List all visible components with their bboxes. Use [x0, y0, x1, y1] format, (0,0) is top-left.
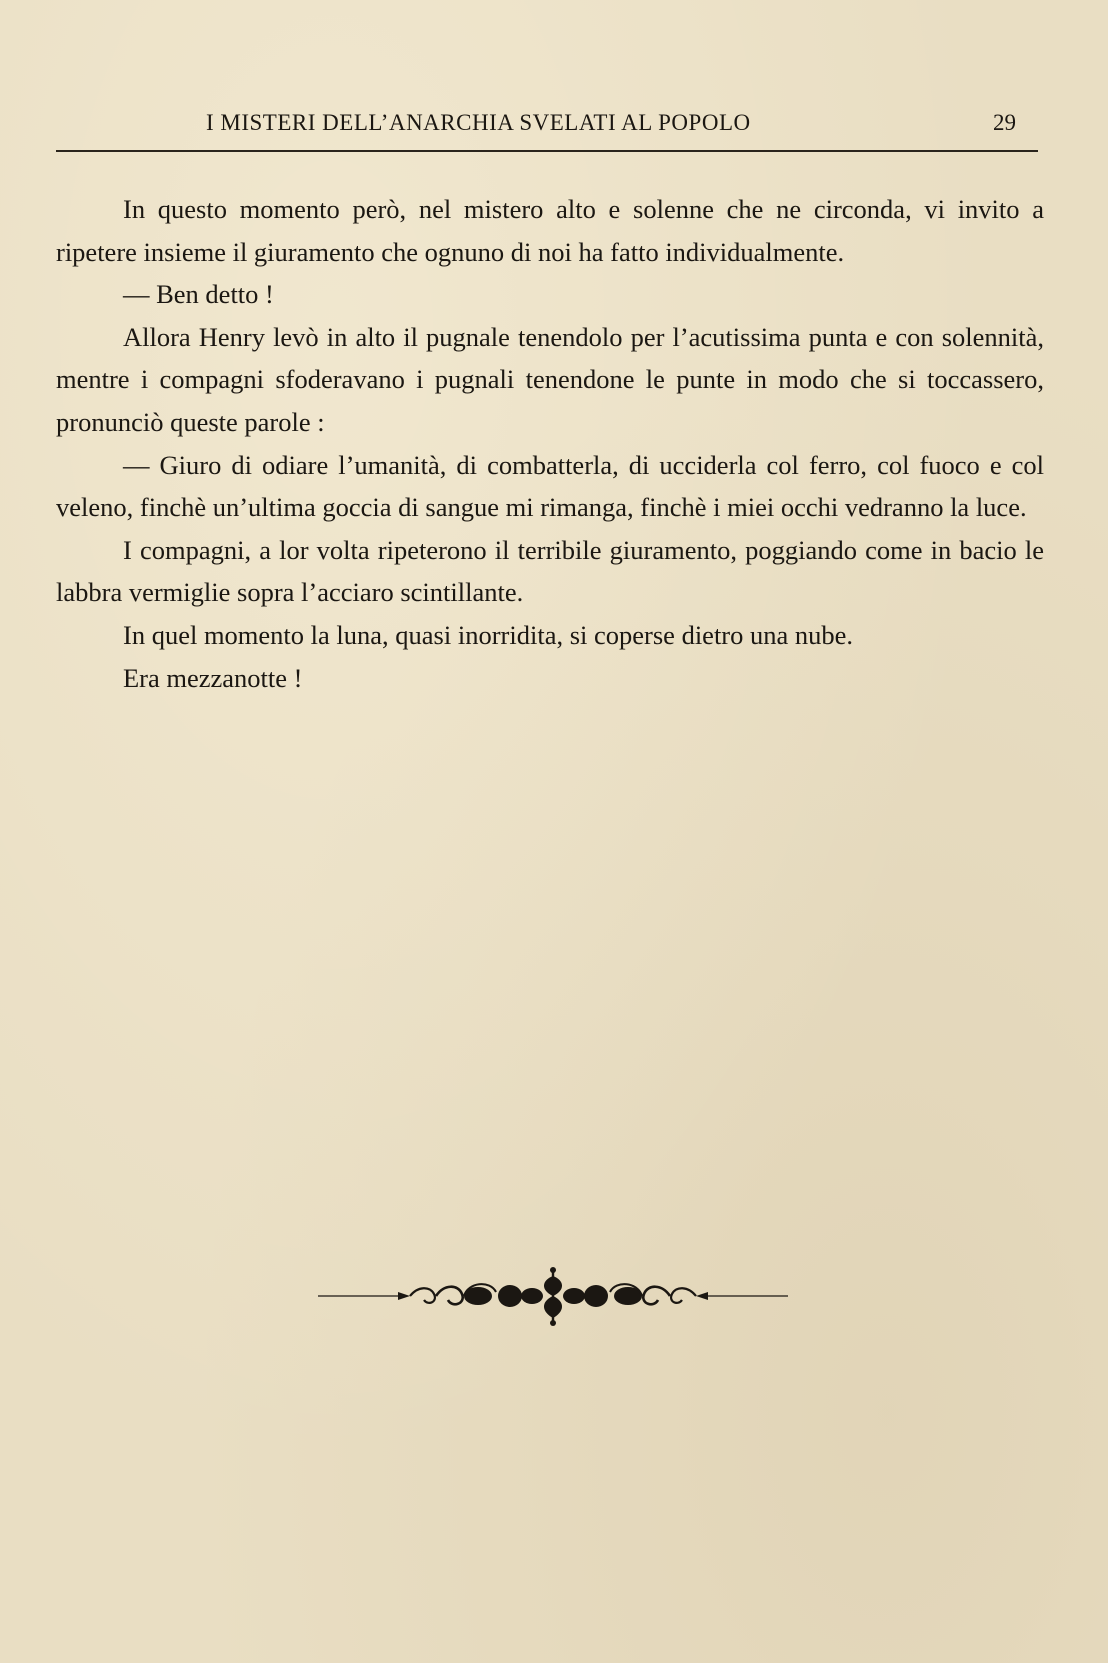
page-number: 29 — [993, 110, 1016, 135]
running-title: I MISTERI DELL’ANARCHIA SVELATI AL POPOLO — [206, 110, 751, 135]
body-text — [56, 188, 1044, 699]
header-rule — [56, 150, 1038, 152]
paragraph-oath: — Giuro di odiare l’umanità, di combatterla, di ucciderla col ferro, col fuoco e col veleno, finchè un’ultima goccia di sangue mi rimanga, finchè i miei occhi vedranno la luce. — [56, 449, 1044, 523]
paragraph-midnight: Era mezzanotte ! — [123, 662, 303, 693]
paragraph-ben-detto: — Ben detto ! — [123, 279, 274, 310]
paragraph-moon: In quel momento la luna, quasi inorridita, si coperse dietro una nube. — [123, 619, 854, 650]
floral-tailpiece-ornament-icon — [318, 1266, 788, 1326]
paragraph-oath-invitation: In questo momento però, nel mistero alto e solenne che ne circonda, vi invito a ripetere insieme il giuramento che ognuno di noi ha fatto individualmente. — [56, 194, 1044, 267]
paragraph-companions: I compagni, a lor volta ripeterono il terribile giuramento, poggiando come in bacio le labbra vermiglie sopra l’acciaro scintillante. — [56, 534, 1044, 608]
paragraph-henry-dagger: Allora Henry levò in alto il pugnale tenendolo per l’acutissima punta e con solennità, mentre i compagni sfoderavano i pugnali tenendone le punte in modo che si toccassero, pronunciò queste parole : — [56, 321, 1044, 437]
running-head — [56, 106, 1038, 140]
